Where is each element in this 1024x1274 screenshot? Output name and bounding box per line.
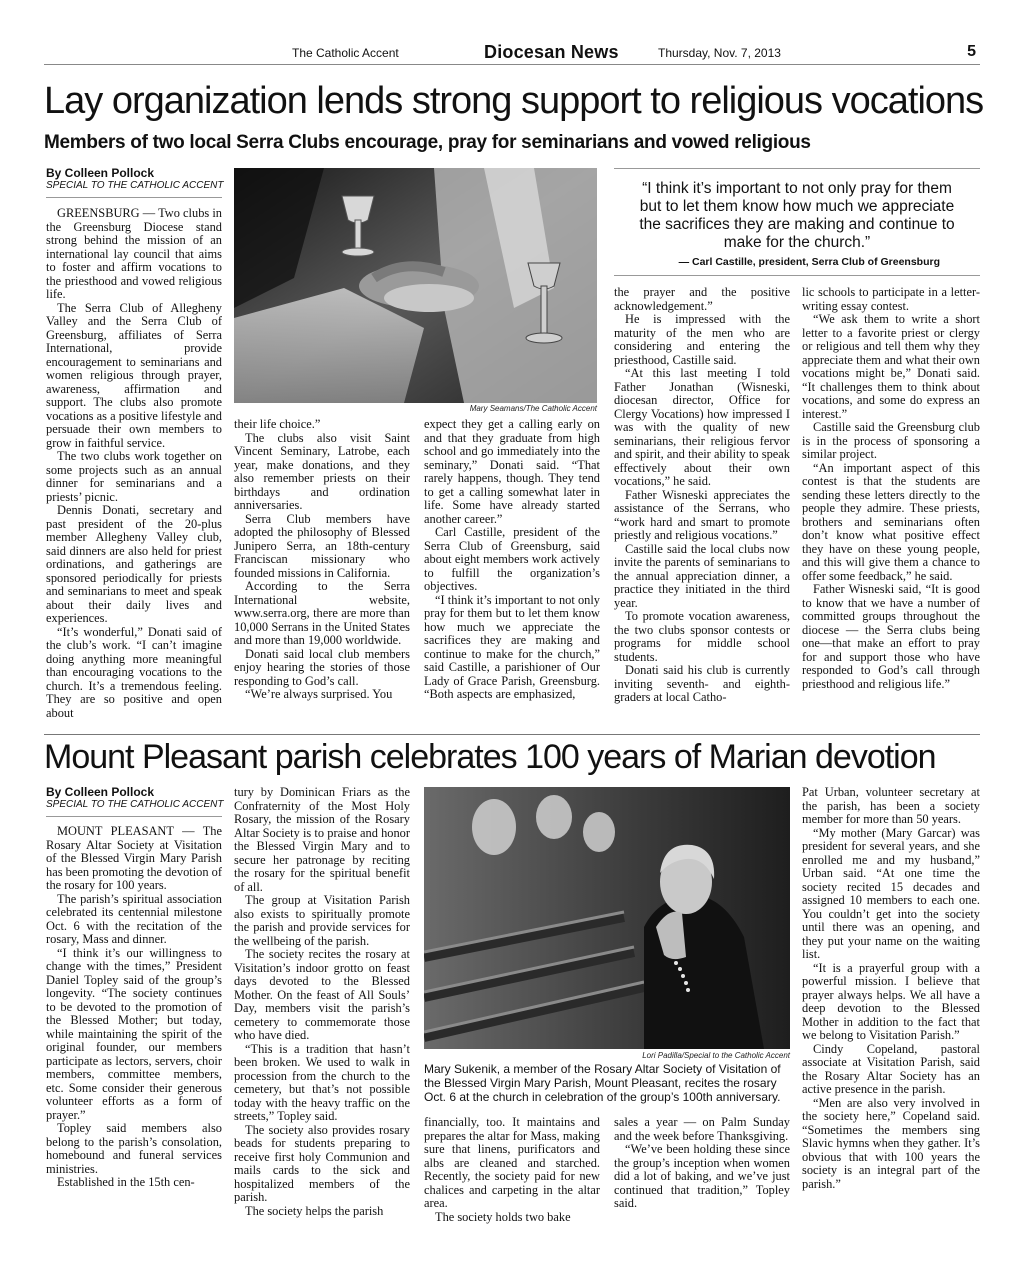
paragraph: financially, too. It maintains and prepares the altar for Mass, making sure that linens, purificators and albs are cleaned and starched. Recently, the society paid for new chalices and carpeting in the altar area. bbox=[424, 1116, 600, 1210]
chalice-ceremony-image bbox=[234, 168, 597, 403]
paragraph: Castille said the local clubs now invite the parents of seminarians to the annual appreciation dinner, a practice they initiated in the third year. bbox=[614, 541, 790, 610]
paragraph: The Serra Club of Allegheny Valley and the Serra Club of Greensburg, affiliates of Serra International, provide encouragement to seminarians and women religious through prayer, awareness, affirmation and support. The clubs also promote vocations as a positive lifestyle and persuade their own members to grow in faithful service. bbox=[46, 300, 222, 450]
paragraph: According to the Serra International website, www.serra.org, there are more than 10,000 Serrans in the United States and more than 19,000 worldwide. bbox=[234, 579, 410, 647]
paragraph: The group at Visitation Parish also exists to spiritually promote the parish and provide services for the wellbeing of the parish. bbox=[234, 893, 410, 948]
story1-column-5 bbox=[802, 286, 980, 728]
paragraph: “My mother (Mary Garcar) was president for several years, and she enrolled me and my husband,” Urban said. “At one time the society recited 15 decades and assigned 10 members to each one. You couldn’t get into the society until there was an opening, and they put your name on the waiting list. bbox=[802, 825, 980, 961]
paragraph: The parish’s spiritual association celebrated its centennial milestone Oct. 6 with the recitation of the rosary, Mass and dinner. bbox=[46, 891, 222, 946]
rosary-prayer-image bbox=[424, 787, 790, 1049]
story2-photo-credit: Lori Padilla/Special to the Catholic Accent bbox=[642, 1051, 790, 1060]
pull-quote-attribution: — Carl Castille, president, Serra Club of Greensburg bbox=[678, 256, 940, 268]
paragraph: The two clubs work together on some projects such as an annual dinner for seminarians and a priests’ picnic. bbox=[46, 449, 222, 504]
paragraph: MOUNT PLEASANT — The Rosary Altar Society at Visitation of the Blessed Virgin Mary Parish has been promoting the devotion of the rosary for 100 years. bbox=[46, 825, 222, 892]
paragraph: “This is a tradition that hasn’t been broken. We used to walk in procession from the church to the cemetery, but that’s not possible today with the heavy traffic on the streets,” Topley said. bbox=[234, 1041, 410, 1123]
paragraph: The clubs also visit Saint Vincent Seminary, Latrobe, each year, make donations, and they also remember priests on their birthdays and ordination anniversaries. bbox=[234, 430, 410, 512]
story2-column-4 bbox=[614, 1116, 790, 1226]
pull-quote-top-rule bbox=[614, 168, 980, 169]
paragraph: “We’ve been holding these since the group’s inception when women did a lot of baking, and we’ve just continued that tradition,” Topley said. bbox=[614, 1142, 790, 1210]
story-divider bbox=[44, 734, 980, 735]
story1-column-2 bbox=[234, 418, 410, 728]
story1-byline-title: SPECIAL TO THE CATHOLIC ACCENT bbox=[46, 180, 224, 191]
paragraph: lic schools to participate in a letter-writing essay contest. bbox=[802, 286, 980, 313]
paragraph: sales a year — on Palm Sunday and the week before Thanksgiving. bbox=[614, 1116, 790, 1143]
paragraph: Carl Castille, president of the Serra Club of Greensburg, said about eight members work actively to fulfill the organization’s objectives. bbox=[424, 525, 600, 593]
story2-photo bbox=[424, 787, 790, 1049]
paragraph: Pat Urban, volunteer secretary at the parish, has been a society member for more than 50 years. bbox=[802, 786, 980, 826]
paragraph: “At this last meeting I told Father Jonathan (Wisneski, diocesan director, Office for Clergy Vocations) how impressed I was with the quality of new seminarians, their religious fervor and spirit, and their ability to speak effectively about their own vocations,” he said. bbox=[614, 366, 790, 488]
paragraph: their life choice.” bbox=[234, 418, 321, 431]
paragraph: GREENSBURG — Two clubs in the Greensburg Diocese stand strong behind the mission of an international lay council that aims to foster and affirm vocations to the priesthood and vowed religious life. bbox=[46, 207, 222, 301]
story1-column-3 bbox=[424, 418, 600, 728]
issue-date: Thursday, Nov. 7, 2013 bbox=[658, 46, 781, 60]
story2-column-5 bbox=[802, 786, 980, 1226]
story2-byline-title: SPECIAL TO THE CATHOLIC ACCENT bbox=[46, 799, 224, 810]
paragraph: Cindy Copeland, pastoral associate at Visitation Parish, said the Rosary Altar Society has an active presence in the parish. bbox=[802, 1041, 980, 1096]
story2-column-1 bbox=[46, 825, 222, 1225]
paragraph: Donati said his club is currently inviting seventh- and eighth-graders at local Catho- bbox=[614, 663, 790, 704]
paragraph: “It’s wonderful,” Donati said of the club’s work. “I can’t imagine doing anything more meaningful than encouraging vocations to the church. It’s a tremendous feeling. They are so positive and open about bbox=[46, 624, 222, 720]
paragraph: tury by Dominican Friars as the Confraternity of the Most Holy Rosary, the mission of the Rosary Altar Society is to praise and honor the Blessed Virgin Mary and to secure her patronage by reciting the rosary for the spiritual benefit of all. bbox=[234, 786, 410, 894]
paragraph: To promote vocation awareness, the two clubs sponsor contests or programs for middle school students. bbox=[614, 609, 790, 664]
page-number: 5 bbox=[967, 43, 976, 60]
paragraph: The society holds two bake bbox=[435, 1209, 571, 1224]
paragraph: “I think it’s our willingness to change with the times,” President Daniel Topley said of the group’s longevity. “The society continues to be devoted to the promotion of the Blessed Mother; but today, while maintaining the spirit of the original founder, our members participate as lectors, servers, choir members, committee members, etc. Some consider their generous volunteer efforts as a form of prayer.” bbox=[46, 945, 222, 1122]
paragraph: “We’re always surprised. You bbox=[245, 687, 393, 701]
paragraph: “An important aspect of this contest is that the students are sending these letters directly to the people they admire. These priests, brothers and seminarians often don’t know what positive effect they have on these young people, and this will give them a chance to offer some feedback,” he said. bbox=[802, 460, 980, 583]
story2-byline: By Colleen Pollock bbox=[46, 785, 155, 799]
pull-quote-bottom-rule bbox=[614, 275, 980, 276]
story1-photo-credit: Mary Seamans/The Catholic Accent bbox=[469, 404, 597, 413]
story1-byline-block bbox=[46, 167, 226, 192]
story2-column-3 bbox=[424, 1116, 600, 1226]
story2-headline: Mount Pleasant parish celebrates 100 years of Marian devotion bbox=[44, 738, 936, 776]
paragraph: “I think it’s important to not only pray for them but to let them know how much we appreciate the sacrifices they are making and continue to make for the church,” said Castille, a parishioner of Our Lady of Grace Parish, Greensburg. “Both aspects are emphasized, bbox=[424, 592, 600, 701]
paragraph: Dennis Donati, secretary and past president of the 20-plus member Allegheny Valley club, said dinners are also held for priest ordinations, and gatherings are sponsored periodically for priests and seminarians to meet and speak about their daily lives and experiences. bbox=[46, 503, 222, 625]
pull-quote: “I think it’s important to not only pray for them but to let them know how much we appreciate the sacrifices they are making and continue to make for the church.” bbox=[639, 180, 955, 251]
paragraph: the prayer and the positive acknowledgement.” bbox=[614, 286, 790, 313]
story1-photo bbox=[234, 168, 597, 403]
section-title: Diocesan News bbox=[484, 42, 619, 62]
publication-name: The Catholic Accent bbox=[292, 46, 399, 60]
paragraph: Father Wisneski appreciates the assistance of the Serrans, who “work hard and smart to promote priestly and religious vocations.” bbox=[614, 487, 790, 542]
paragraph: The society recites the rosary at Visitation’s indoor grotto on feast days devoted to the Blessed Mother. On the feast of All Souls’ Day, members visit the parish’s cemetery to commemorate those who have died. bbox=[234, 947, 410, 1042]
paragraph: He is impressed with the maturity of the men who are considering and entering the priesthood, Castille said. bbox=[614, 312, 790, 367]
story1-column-4 bbox=[614, 286, 790, 728]
page-folio bbox=[44, 42, 980, 65]
story2-caption: Mary Sukenik, a member of the Rosary Altar Society of Visitation of the Blessed Virgin Mary Parish, Mount Pleasant, recites the rosary Oct. 6 at the church in celebration of the group’s 100th anniversary. bbox=[424, 1062, 781, 1104]
paragraph: Topley said members also belong to the parish’s consolation, homebound and funeral services ministries. bbox=[46, 1121, 222, 1176]
paragraph: Serra Club members have adopted the philosophy of Blessed Junipero Serra, an 18th-century Franciscan missionary who founded missions in California. bbox=[234, 511, 410, 580]
story2-column-2 bbox=[234, 786, 410, 1226]
byline-separator bbox=[46, 816, 222, 817]
paragraph: Father Wisneski said, “It is good to know that we have a number of committed groups throughout the diocese — the Serra clubs being one—that make an effort to pray for and support those who have responded to God’s call through priesthood and religious life.” bbox=[802, 582, 980, 691]
story1-byline: By Colleen Pollock bbox=[46, 166, 155, 180]
paragraph: Established in the 15th cen- bbox=[57, 1175, 195, 1189]
byline-separator bbox=[46, 197, 222, 198]
paragraph: “It is a prayerful group with a powerful mission. I believe that prayer always helps. We all have a deep devotion to the Blessed Mother in addition to the fact that we belong to Visitation Parish.” bbox=[802, 960, 980, 1042]
paragraph: The society helps the parish bbox=[245, 1203, 384, 1218]
paragraph: “Men are also very involved in the society here,” Copeland said. “Sometimes the members sing Slavic hymns when they gather. It’s obvious that with 100 years the society is an integral part of the parish.” bbox=[802, 1095, 980, 1191]
paragraph: expect they get a calling early on and that they graduate from high school and go immediately into the seminary,” Donati said. “That rarely happens, though. They tend to get a calling somewhat later in life. Some have already started another career.” bbox=[424, 418, 600, 526]
paragraph: Castille said the Greensburg club is in the process of sponsoring a similar project. bbox=[802, 420, 980, 461]
story2-byline-block bbox=[46, 786, 226, 811]
story1-headline: Lay organization lends strong support to religious vocations bbox=[44, 80, 984, 122]
paragraph: “We ask them to write a short letter to a favorite priest or clergy or religious and tell them why they appreciate them and what their own vocations might be,” Donati said. “It challenges them to think about vocations, and some do express an interest.” bbox=[802, 312, 980, 421]
paragraph: The society also provides rosary beads for students preparing to receive first holy Communion and mails cards to the sick and hospitalized members of the parish. bbox=[234, 1122, 410, 1204]
story1-deck: Members of two local Serra Clubs encourage, pray for seminarians and vowed religious bbox=[44, 132, 811, 153]
story1-column-1 bbox=[46, 207, 222, 727]
paragraph: Donati said local club members enjoy hearing the stories of those responding to God’s call. bbox=[234, 646, 410, 688]
